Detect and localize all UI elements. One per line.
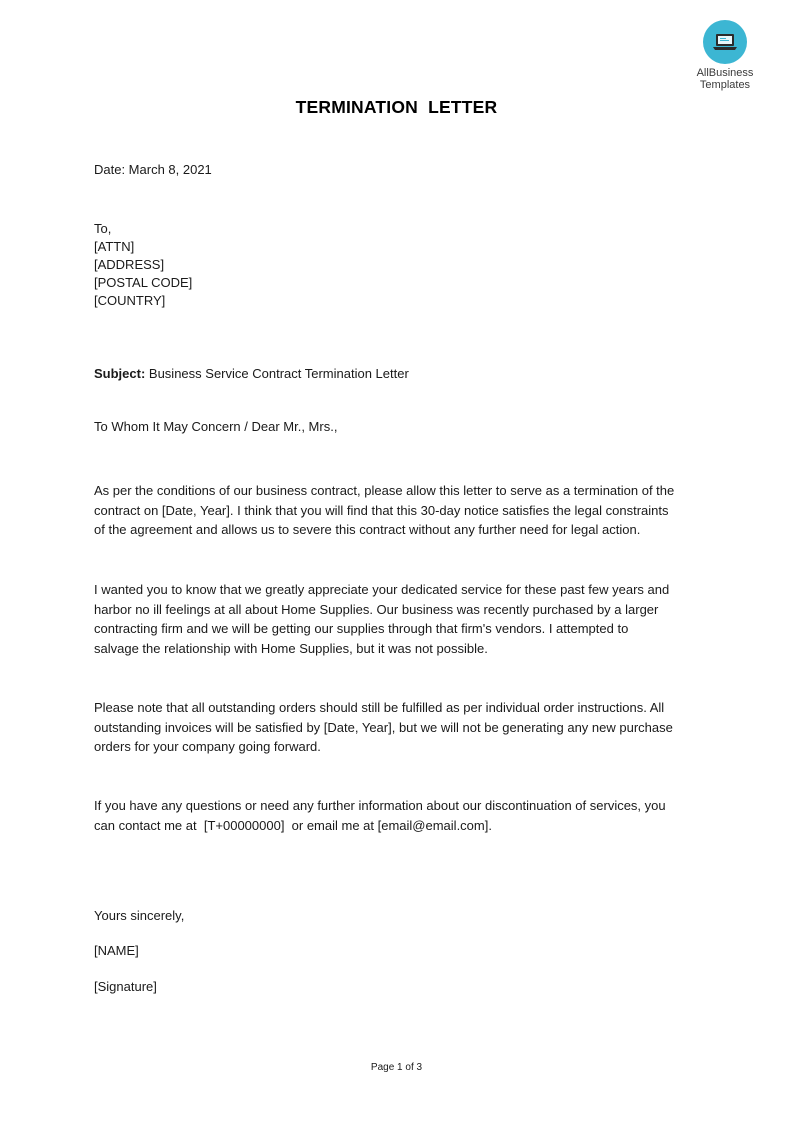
body-paragraph-3 [94,698,706,757]
paragraph-line: outstanding invoices will be satisfied by [Date, Year], but we will not be generating any new purchase [94,719,673,735]
body-paragraph-2 [94,580,706,658]
signature [94,977,706,997]
brand-name-line2: Templates [699,79,751,91]
address-line: [ADDRESS] [94,257,165,272]
name-placeholder: [NAME] [94,943,139,958]
paragraph-line: As per the conditions of our business contract, please allow this letter to serve as a termination of the [94,483,675,498]
closing-text: Yours sincerely, [94,908,185,923]
body-paragraph-1 [94,481,706,540]
address-line: [COUNTRY] [94,293,166,308]
sender-name [94,941,706,961]
paragraph-line: I wanted you to know that we greatly appreciate your dedicated service for these past few years and [94,582,670,597]
paragraph-line: of the agreement and allows us to severe this contract without any further need for legal action. [94,522,641,537]
paragraph-line: orders for your company going forward. [94,739,321,754]
paragraph-line: can contact me at [T+00000000] or email me at [email@email.com]. [94,817,492,833]
salutation-text: To Whom It May Concern / Dear Mr., Mrs., [94,419,338,434]
subject-label: Subject: [94,366,146,381]
address-block [94,220,706,310]
signature-placeholder: [Signature] [94,979,157,994]
paragraph-line: If you have any questions or need any further information about our discontinuation of services, you [94,798,666,813]
paragraph-line: contract on [Date, Year]. I think that you will find that this 30-day notice satisfies the legal constraints [94,502,669,518]
date-line [94,160,706,180]
address-line: [ATTN] [94,239,135,254]
laptop-icon [703,20,747,64]
body-paragraph-4 [94,796,706,835]
page-number: Page 1 of 3 [370,1062,423,1073]
address-line: [POSTAL CODE] [94,275,193,290]
salutation [94,417,706,437]
brand-name-line1: AllBusiness [696,67,754,79]
paragraph-line: harbor no ill feelings at all about Home Supplies. Our business was recently purchased by a larger [94,601,659,617]
document-title: TERMINATION LETTER [295,97,498,117]
paragraph-line: salvage the relationship with Home Supplies, but it was not possible. [94,640,488,656]
address-line: To, [94,221,112,236]
closing [94,906,706,926]
paragraph-line: Please note that all outstanding orders should still be fulfilled as per individual order instructions. All [94,700,665,715]
date-text: Date: March 8, 2021 [94,162,212,177]
brand-logo [690,20,760,91]
subject-text: Business Service Contract Termination Letter [145,366,409,381]
paragraph-line: contracting firm and we will be getting our supplies through that firm's vendors. I attempted to [94,621,629,636]
subject-line [94,364,706,384]
